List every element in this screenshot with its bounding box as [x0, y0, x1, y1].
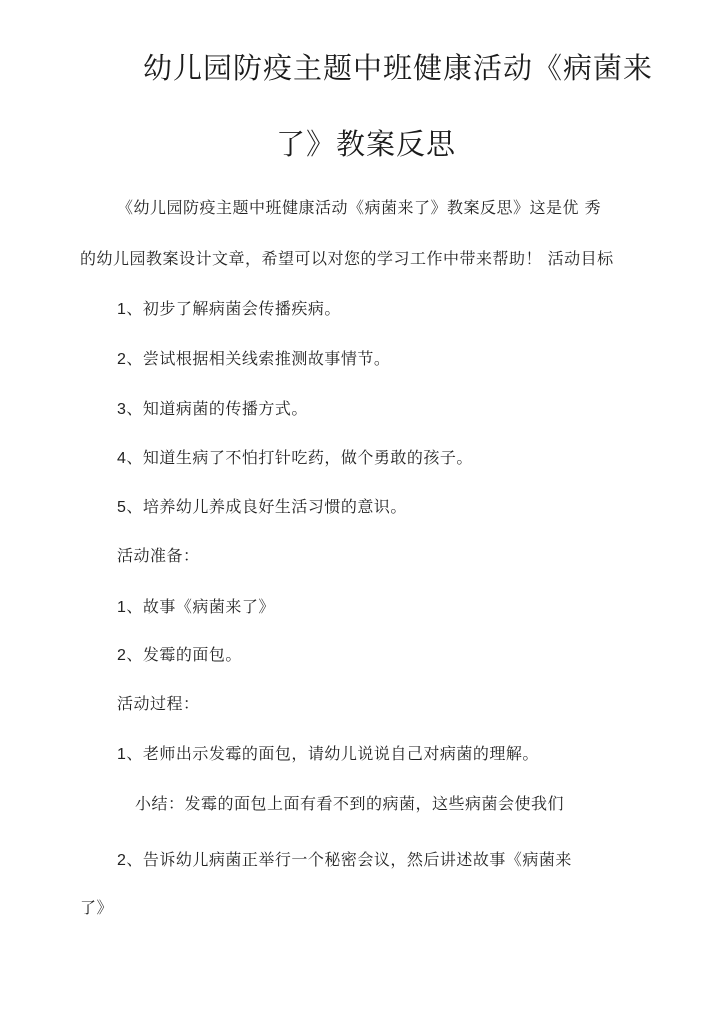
goal-text: 初步了解病菌会传播疾病。 [142, 299, 341, 318]
process-item [117, 847, 572, 870]
goal-text: 知道病菌的传播方式。 [142, 399, 308, 418]
process-text: 老师出示发霉的面包，请幼儿说说自己对病菌的理解。 [142, 744, 539, 763]
process-number: 2 [117, 852, 127, 869]
process-heading: 活动过程： [117, 694, 200, 713]
process-item-continuation: 了》 [80, 898, 114, 917]
prep-item [117, 594, 275, 617]
summary-line: 小结：发霉的面包上面有看不到的病菌，这些病菌会使我们 [135, 794, 565, 813]
process-item [117, 741, 539, 764]
prep-text: 发霉的面包。 [142, 645, 242, 664]
prep-text: 故事《病菌来了》 [142, 597, 275, 616]
goal-separator: 、 [126, 497, 143, 516]
goal-item [117, 346, 390, 369]
process-number: 1 [117, 746, 127, 763]
intro-paragraph-line-2: 的幼儿园教案设计文章，希望可以对您的学习工作中带来帮助！ 活动目标 [80, 249, 614, 268]
intro-paragraph-line-1: 《幼儿园防疫主题中班健康活动《病菌来了》教案反思》这是优 秀 [117, 198, 602, 217]
prep-heading: 活动准备： [117, 546, 200, 565]
goal-item [117, 445, 473, 468]
document-title-line-1: 幼儿园防疫主题中班健康活动《病菌来 [143, 51, 654, 85]
process-separator: 、 [126, 850, 143, 869]
prep-separator: 、 [126, 597, 143, 616]
goal-number: 1 [117, 301, 127, 318]
prep-number: 2 [117, 647, 127, 664]
goal-number: 2 [117, 351, 127, 368]
process-separator: 、 [126, 744, 143, 763]
goal-number: 3 [117, 401, 127, 418]
goal-item [117, 296, 341, 319]
process-text: 告诉幼儿病菌正举行一个秘密会议，然后讲述故事《病菌来 [142, 850, 572, 869]
prep-number: 1 [117, 599, 127, 616]
prep-item [117, 642, 242, 665]
goal-item [117, 396, 308, 419]
goal-text: 知道生病了不怕打针吃药，做个勇敢的孩子。 [142, 448, 473, 467]
goal-separator: 、 [126, 448, 143, 467]
goal-number: 5 [117, 499, 127, 516]
goal-text: 培养幼儿养成良好生活习惯的意识。 [142, 497, 407, 516]
goal-separator: 、 [126, 349, 143, 368]
goal-separator: 、 [126, 299, 143, 318]
document-title-line-2: 了》教案反思 [276, 127, 457, 161]
goal-number: 4 [117, 450, 127, 467]
prep-separator: 、 [126, 645, 143, 664]
goal-item [117, 494, 407, 517]
goal-text: 尝试根据相关线索推测故事情节。 [142, 349, 391, 368]
goal-separator: 、 [126, 399, 143, 418]
